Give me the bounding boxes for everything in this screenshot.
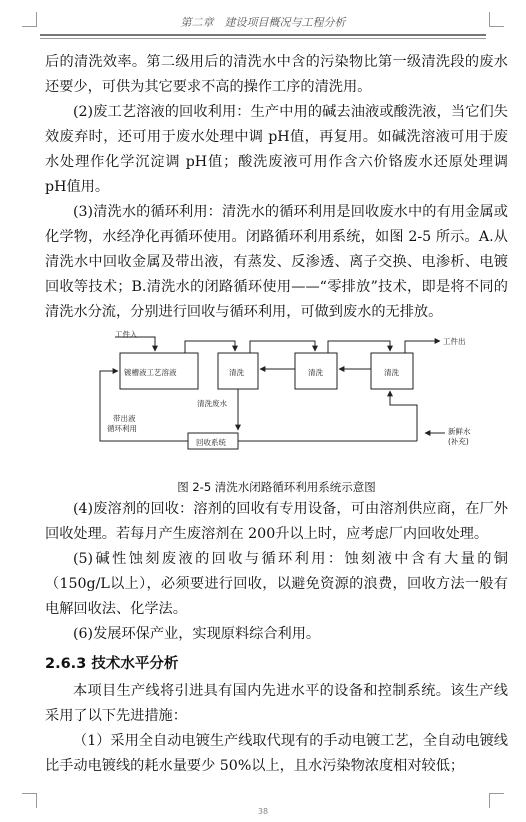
paragraph-item-4: (4)废溶剂的回收：溶剂的回收有专用设备，可由溶剂供应商，在厂外回收处理。若每月产生废溶剂在 200升以上时，应考虑厂内回收处理。 (45, 501, 508, 542)
fresh-water-label: 新鲜水 (448, 427, 471, 436)
makeup-label: (补充) (448, 437, 469, 446)
section-measure-1: （1）采用全自动电镀生产线取代现有的手动电镀工艺，全自动电镀线比手动电镀线的耗水量要少 50%以上，且水污染物浓度相对较低； (45, 733, 508, 774)
page-number: 38 (257, 807, 269, 816)
section-heading: 2.6.3 技术水平分析 (45, 656, 179, 672)
rinse-waste-label: 清洗废水 (197, 399, 227, 408)
paragraph-item-6: (6)发展环保产业，实现原料综合利用。 (73, 626, 321, 642)
paragraph-item-5: (5)碱性蚀刻废液的回收与循环利用：蚀刻液中含有大量的铜（150g/L以上），必须要进行回收，以避免资源的浪费，回收方法一般有电解回收法、化学法。 (45, 551, 508, 617)
crop-mark-top-left (22, 12, 37, 27)
work-in-label: 工件入 (115, 330, 138, 339)
paragraph-continuation: 后的清洗效率。第二级用后的清洗水中含的污染物比第一级清洗段的废水还要少，可供为其它要求不高的操作工序的清洗用。 (45, 54, 508, 95)
rinse-label-2: 清洗 (308, 368, 323, 377)
page-content (45, 50, 508, 779)
dragout-label: 带出液 (113, 414, 136, 423)
recycle-return-arrow (390, 391, 417, 441)
tank-label: 镀槽液工艺溶液 (124, 368, 177, 377)
flow-diagram-svg (45, 329, 508, 477)
figure-caption: 图 2-5 清洗水闭路循环利用系统示意图 (177, 480, 376, 494)
recovery-label: 回收系统 (196, 438, 226, 447)
crop-mark-bottom-left (22, 793, 37, 808)
paragraph-item-2: (2)废工艺溶液的回收利用：生产中用的碱去油液或酸洗液，当它们失效废弃时，还可用于废水处理中调 pH值，再复用。如碱洗溶液可用于废水处理作化学沉淀调 pH值；酸洗废液可用作含六价铬废水还原处理调 pH值用。 (45, 104, 508, 195)
recycle-label: 循环利用 (107, 424, 137, 433)
section-intro-paragraph: 本项目生产线将引进具有国内先进水平的设备和控制系统。该生产线采用了以下先进措施： (45, 683, 508, 724)
paragraph-item-3: (3)清洗水的循环利用：清洗水的循环利用是回收废水中的有用金属或化学物，水经净化再循环使用。闭路循环利用系统，如图 2-5 所示。A.从清洗水中回收金属及带出液，有蒸发、反渗透、离子交换、电渗析、电镀回收等技术；B.清洗水的闭路循环使用——“零排放”技术，即是将不同的清洗水分流，分别进行回收与循环利用，可做到废水的无排放。 (45, 204, 508, 320)
rinse-label-1: 清洗 (229, 368, 244, 377)
rinse-label-3: 清洗 (384, 368, 399, 377)
work-out-label: 工件出 (443, 337, 466, 346)
work-out-arrow (405, 341, 440, 353)
crop-mark-top-right (489, 12, 504, 27)
crop-mark-bottom-right (489, 793, 504, 808)
running-header: 第二章 建设项目概况与工程分析 (40, 14, 486, 36)
flow-diagram (45, 329, 508, 477)
